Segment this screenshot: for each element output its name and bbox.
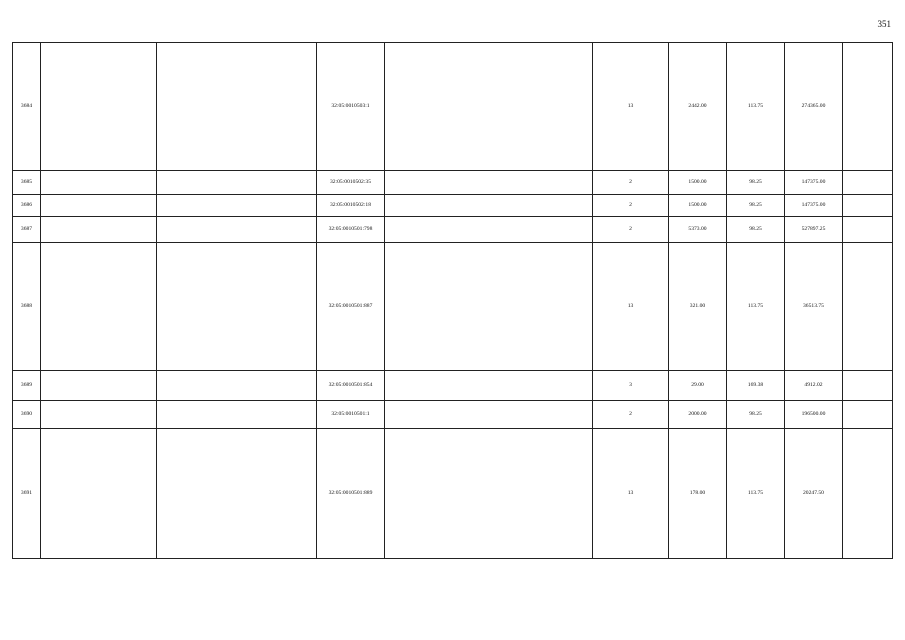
table-row xyxy=(13,43,893,171)
rate-value: 98.25 xyxy=(727,171,785,195)
category-code: 13 xyxy=(593,429,669,559)
category-code: 13 xyxy=(593,43,669,171)
spacer-cell xyxy=(41,429,157,559)
cadastral-number: 32:05:0010501:798 xyxy=(317,217,385,243)
cadastral-value: 527897.25 xyxy=(785,217,843,243)
cadastral-number: 32:05:0010502:35 xyxy=(317,171,385,195)
area-value: 29.00 xyxy=(669,371,727,401)
area-value: 2000.00 xyxy=(669,401,727,429)
category-code: 2 xyxy=(593,171,669,195)
area-value: 1500.00 xyxy=(669,195,727,217)
land-use-description xyxy=(385,171,593,195)
cadastral-number: 32:05:0010502:18 xyxy=(317,195,385,217)
spacer-cell xyxy=(41,43,157,171)
spacer-cell xyxy=(843,429,893,559)
cadastral-number: 32:05:0010503:1 xyxy=(317,43,385,171)
land-use-description xyxy=(385,43,593,171)
land-use-description xyxy=(385,217,593,243)
table-row xyxy=(13,243,893,371)
address-cell xyxy=(157,401,317,429)
table-row xyxy=(13,371,893,401)
spacer-cell xyxy=(843,171,893,195)
rate-value: 113.75 xyxy=(727,243,785,371)
rate-value: 98.25 xyxy=(727,401,785,429)
spacer-cell xyxy=(41,371,157,401)
spacer-cell xyxy=(843,243,893,371)
area-value: 1500.00 xyxy=(669,171,727,195)
category-code: 2 xyxy=(593,217,669,243)
spacer-cell xyxy=(41,171,157,195)
cadastral-value: 36513.75 xyxy=(785,243,843,371)
cadastral-number: 32:05:0010501:889 xyxy=(317,429,385,559)
spacer-cell xyxy=(41,401,157,429)
category-code: 3 xyxy=(593,371,669,401)
table-row xyxy=(13,429,893,559)
area-value: 5373.00 xyxy=(669,217,727,243)
rate-value: 113.75 xyxy=(727,429,785,559)
rate-value: 98.25 xyxy=(727,217,785,243)
address-cell xyxy=(157,195,317,217)
spacer-cell xyxy=(843,371,893,401)
land-use-description xyxy=(385,401,593,429)
rate-value: 113.75 xyxy=(727,43,785,171)
address-cell xyxy=(157,171,317,195)
rate-value: 98.25 xyxy=(727,195,785,217)
cadastral-value: 20247.50 xyxy=(785,429,843,559)
address-cell xyxy=(157,429,317,559)
spacer-cell xyxy=(843,401,893,429)
category-code: 2 xyxy=(593,401,669,429)
spacer-cell xyxy=(41,243,157,371)
rate-value: 169.38 xyxy=(727,371,785,401)
area-value: 2442.00 xyxy=(669,43,727,171)
spacer-cell xyxy=(843,217,893,243)
cadastral-value: 4912.02 xyxy=(785,371,843,401)
spacer-cell xyxy=(843,43,893,171)
land-use-description xyxy=(385,195,593,217)
row-number: 3687 xyxy=(13,217,41,243)
row-number: 3691 xyxy=(13,429,41,559)
land-use-description xyxy=(385,371,593,401)
spacer-cell xyxy=(843,195,893,217)
category-code: 2 xyxy=(593,195,669,217)
row-number: 3688 xyxy=(13,243,41,371)
cadastral-number: 32:05:0010501:854 xyxy=(317,371,385,401)
address-cell xyxy=(157,217,317,243)
page-number: 351 xyxy=(877,19,891,29)
address-cell xyxy=(157,371,317,401)
cadastral-value: 196500.00 xyxy=(785,401,843,429)
table-row xyxy=(13,401,893,429)
row-number: 3689 xyxy=(13,371,41,401)
row-number: 3685 xyxy=(13,171,41,195)
category-code: 13 xyxy=(593,243,669,371)
row-number: 3684 xyxy=(13,43,41,171)
row-number: 3686 xyxy=(13,195,41,217)
cadastral-value: 147375.00 xyxy=(785,195,843,217)
table-row xyxy=(13,171,893,195)
cadastral-value: 274365.00 xyxy=(785,43,843,171)
spacer-cell xyxy=(41,217,157,243)
spacer-cell xyxy=(41,195,157,217)
table-row xyxy=(13,217,893,243)
area-value: 321.00 xyxy=(669,243,727,371)
address-cell xyxy=(157,243,317,371)
cadastral-number: 32:05:0010501:887 xyxy=(317,243,385,371)
land-use-description xyxy=(385,243,593,371)
table-row xyxy=(13,195,893,217)
row-number: 3690 xyxy=(13,401,41,429)
land-use-description xyxy=(385,429,593,559)
land-registry-table xyxy=(12,42,893,559)
area-value: 178.00 xyxy=(669,429,727,559)
cadastral-value: 147375.00 xyxy=(785,171,843,195)
cadastral-number: 32:05:0010501:1 xyxy=(317,401,385,429)
address-cell xyxy=(157,43,317,171)
